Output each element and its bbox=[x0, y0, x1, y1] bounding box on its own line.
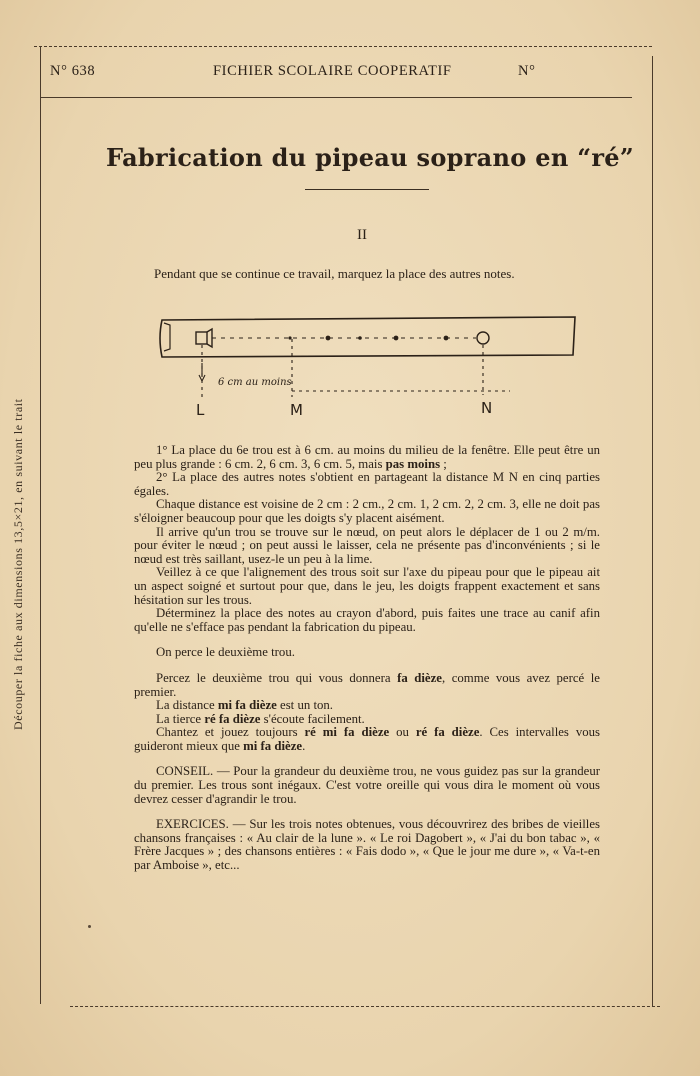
header-title: FICHIER SCOLAIRE COOPERATIF bbox=[213, 63, 452, 79]
paragraph-3: Chaque distance est voisine de 2 cm : 2 cm., 2 cm. 1, 2 cm. 2, 2 cm. 3, elle ne doit pas s'éloigner beaucoup pour que les doigts s'y placent aisément. bbox=[134, 497, 600, 525]
cut-line-bottom bbox=[70, 1006, 660, 1007]
pipe-outline bbox=[160, 317, 575, 357]
paragraph-1: 1° La place du 6e trou est à 6 cm. au moins du milieu de la fenêtre. Elle peut être un peu plus grande : 6 cm. 2, 6 cm. 3, 6 cm. 5, mais pas moins ; bbox=[134, 443, 600, 471]
sheet-number: N° 638 bbox=[50, 63, 96, 79]
title-underline bbox=[305, 189, 429, 190]
header-no-label: N° bbox=[518, 63, 536, 79]
paragraph-conseil: CONSEIL. — Pour la grandeur du deuxième trou, ne vous guidez pas sur la grandeur du premier. Les trous sont inégaux. C'est votre oreille qui vous dira le moment où vous devrez cesser d'agrandir le trou. bbox=[134, 764, 600, 806]
cutting-instruction: Découper la fiche aux dimensions 13,5×21, en suivant le trait bbox=[11, 398, 25, 730]
body-text bbox=[134, 444, 600, 873]
paragraph-6: Déterminez la place des notes au crayon d'abord, puis faites une trace au canif afin qu'elle ne s'efface pas pendant la fabrication du pipeau. bbox=[134, 606, 600, 634]
paragraph-exercices: EXERCICES. — Sur les trois notes obtenues, vous découvrirez des bribes de vieilles chansons françaises : « Au clair de la lune ». « Le roi Dagobert », « J'ai du bon tabac », « Frère Jacques » ; des chansons entières : « Fais dodo », « Que le jour me dure », « Va-t-en par Amboise », etc... bbox=[134, 817, 600, 873]
header-rule bbox=[40, 97, 632, 98]
paragraph-9: La distance mi fa dièze est un ton. bbox=[156, 698, 333, 713]
mark-n-label: N bbox=[481, 399, 493, 417]
end-hole-mark bbox=[477, 332, 489, 344]
paragraph-8: Percez le deuxième trou qui vous donnera fa dièze, comme vous avez percé le premier. bbox=[134, 670, 600, 699]
intro-paragraph: Pendant que se continue ce travail, marquez la place des autres notes. bbox=[154, 266, 515, 281]
cut-line-left bbox=[40, 46, 41, 1004]
pipe-end bbox=[164, 323, 170, 351]
mark-m-label: M bbox=[290, 401, 303, 419]
paragraph-11: Chantez et jouez toujours ré mi fa dièze ou ré fa dièze. Ces intervalles vous guideront mieux que mi fa dièze. bbox=[134, 725, 601, 753]
pipe-diagram bbox=[150, 305, 590, 425]
page-title: Fabrication du pipeau soprano en “ré” bbox=[106, 143, 634, 172]
cut-line-right bbox=[652, 56, 653, 1006]
paper-speck bbox=[88, 925, 91, 928]
cut-line-top bbox=[34, 46, 652, 47]
paragraph-7: On perce le deuxième trou. bbox=[156, 645, 295, 660]
paragraph-2: 2° La place des autres notes s'obtient en partageant la distance M N en cinq parties égales. bbox=[134, 470, 600, 498]
mark-l-label: L bbox=[196, 401, 205, 419]
paragraph-5: Veillez à ce que l'alignement des trous soit sur l'axe du pipeau pour que le pipeau ait un aspect soigné et surtout pour que, dans le jeu, les doigts frappent exactement et sans hésitation sur les trous. bbox=[134, 565, 600, 607]
measure-label: 6 cm au moins bbox=[218, 377, 292, 388]
paragraph-10: La tierce ré fa dièze s'écoute facilement. bbox=[156, 711, 365, 726]
window-mark bbox=[196, 332, 207, 344]
part-number: II bbox=[357, 227, 367, 243]
paragraph-4: Il arrive qu'un trou se trouve sur le nœud, on peut alors le déplacer de 1 ou 2 m/m. pour éviter le nœud ; on peut aussi le laisser, cela ne présente pas d'inconvénients ; si le nœud est très saillant, usez-le un peu à la lime. bbox=[134, 524, 600, 566]
